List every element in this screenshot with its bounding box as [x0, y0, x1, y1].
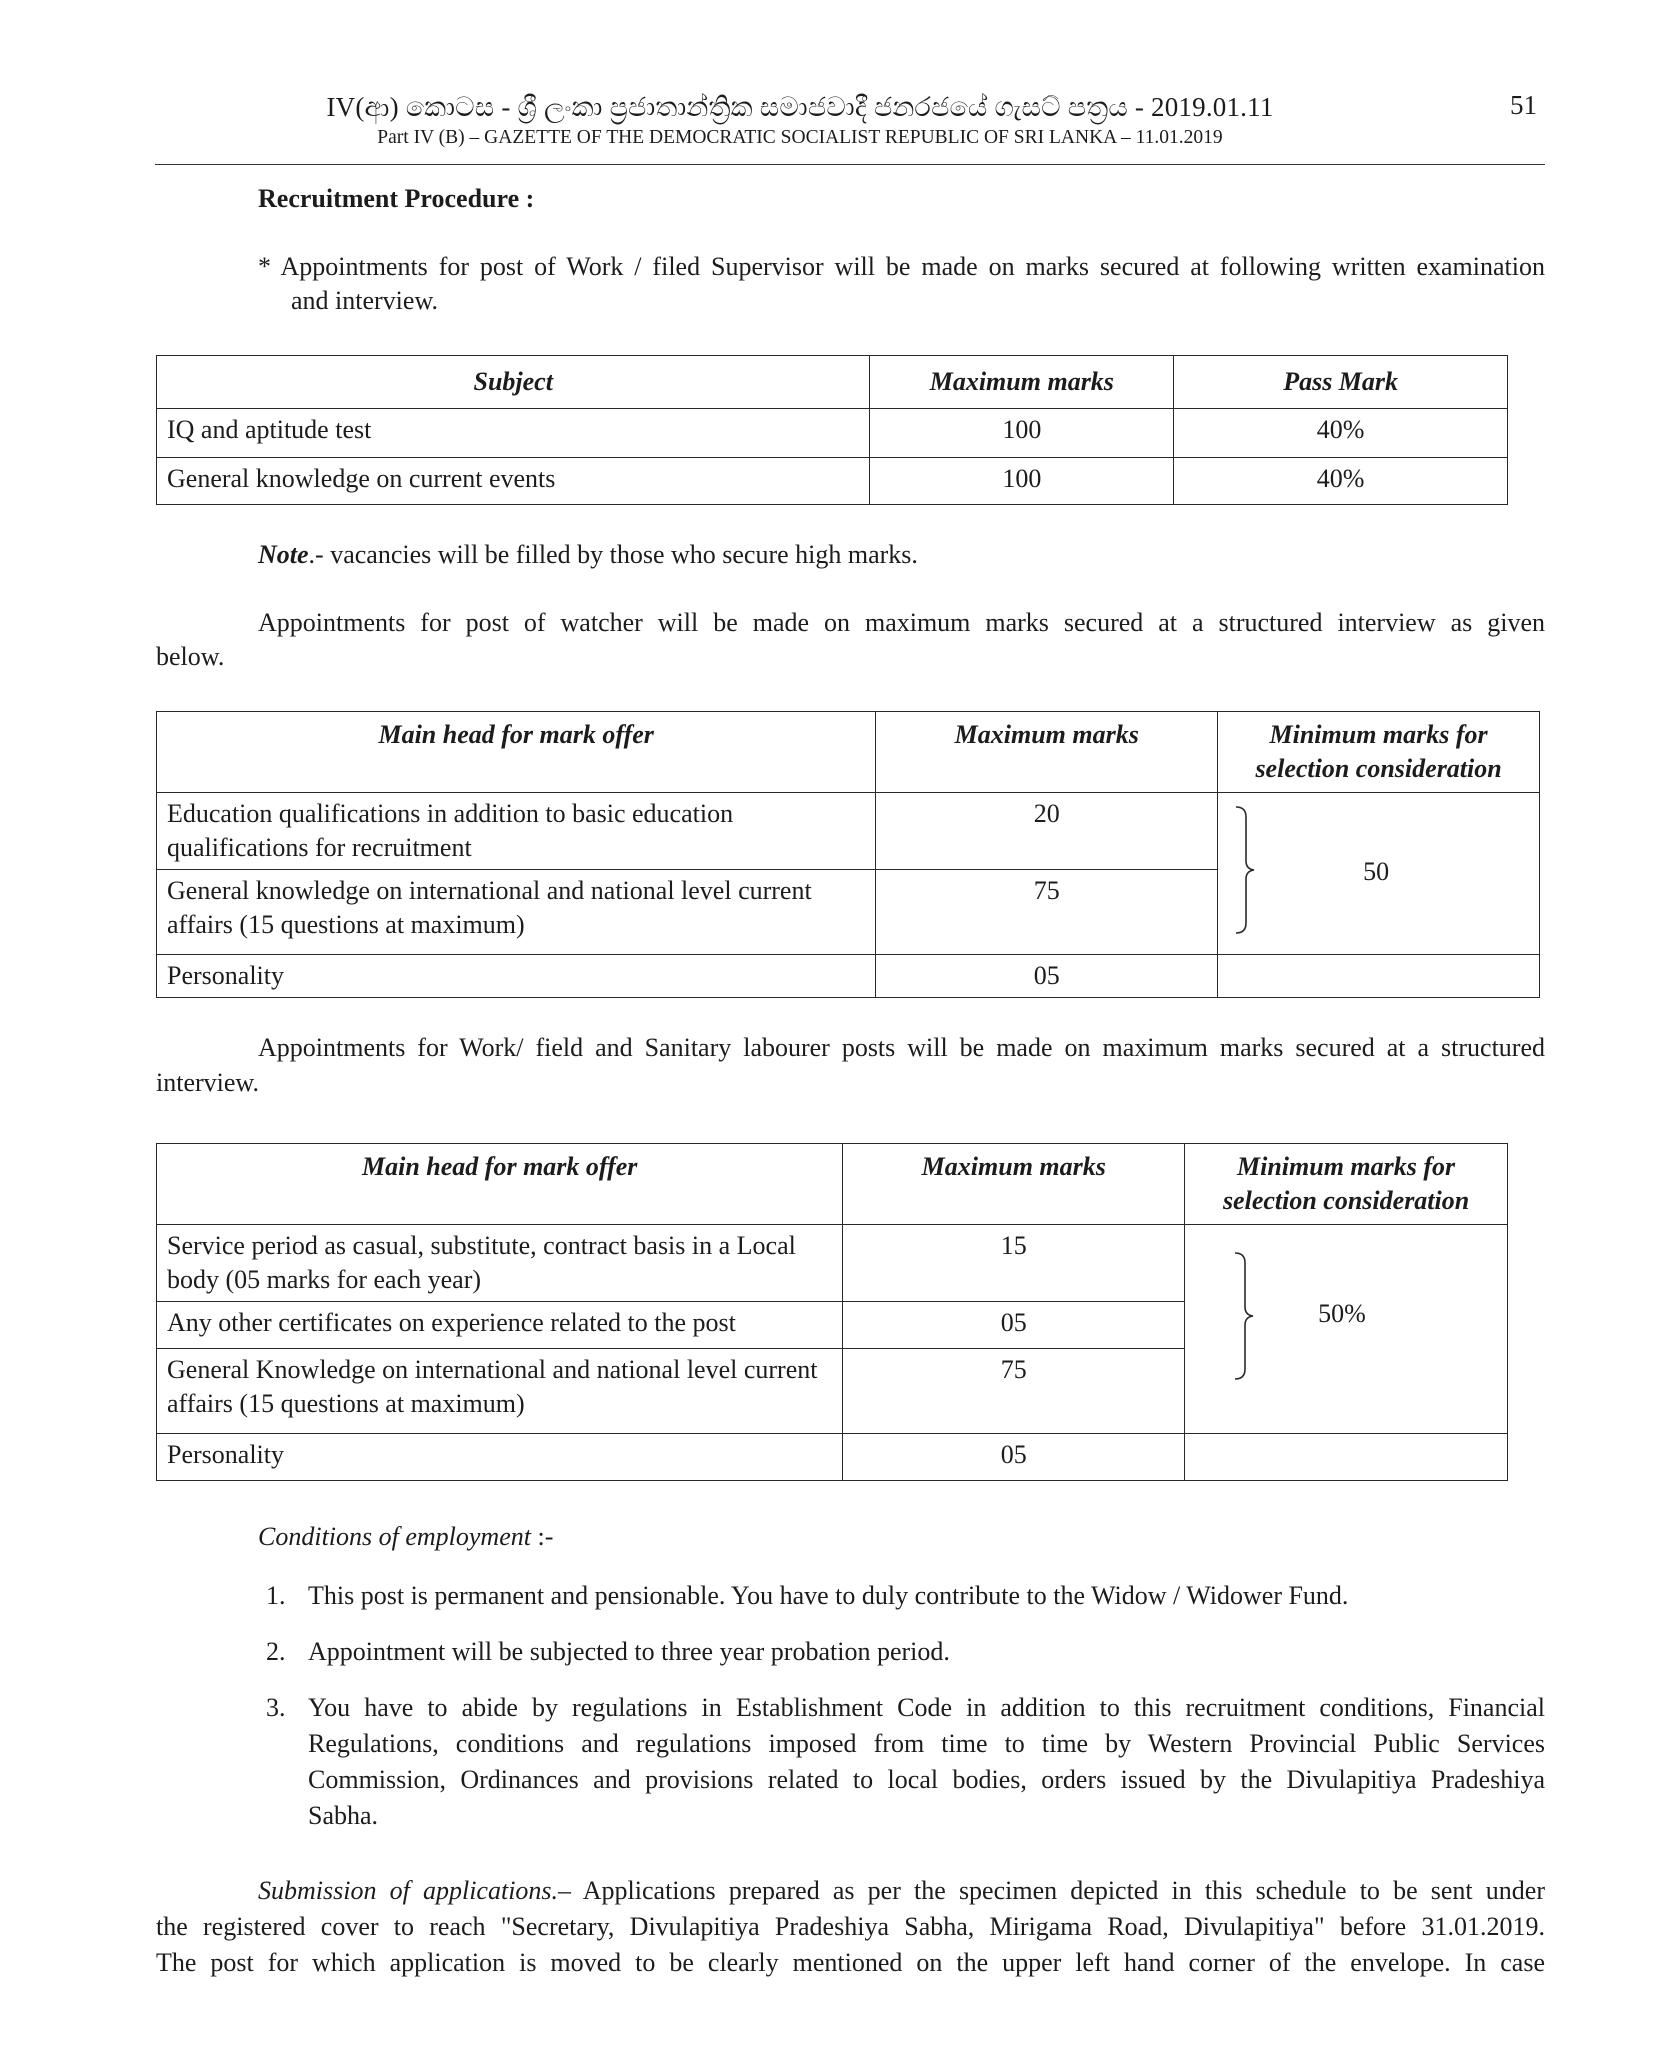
minimum-marks-cell — [1218, 793, 1540, 955]
submission-line1: Submission of applications.– Applications prepared as per the specimen depicted in this schedule to be sent under — [258, 1876, 1545, 1905]
written-exam-table — [156, 355, 1508, 505]
column-header: Subject — [157, 356, 870, 409]
column-header: Maximum marks — [843, 1144, 1185, 1225]
column-header: Main head for mark offer — [157, 712, 876, 793]
labourer-line1: Appointments for Work/ field and Sanitary labourer posts will be made on maximum marks secured at a structured — [258, 1033, 1545, 1062]
condition-text: You have to abide by regulations in Establishment Code in addition to this recruitment conditions, Financial — [308, 1693, 1545, 1722]
table-row — [157, 1434, 1508, 1481]
table-cell: General knowledge on international and national level current affairs (15 questions at maximum) — [157, 870, 876, 955]
note-text: .- vacancies will be filled by those who secure high marks. — [308, 540, 918, 569]
condition-number: 1. — [266, 1581, 286, 1610]
table-cell: 75 — [876, 870, 1218, 955]
table-cell: 40% — [1174, 409, 1508, 458]
table-header-row — [157, 356, 1508, 409]
minimum-marks-value: 50 — [1363, 857, 1390, 886]
watcher-line1: Appointments for post of watcher will be made on maximum marks secured at a structured interview as given — [258, 608, 1545, 637]
minimum-marks-value: 50% — [1318, 1299, 1366, 1328]
column-header: Minimum marks for selection consideration — [1218, 712, 1540, 793]
table-cell: 05 — [843, 1434, 1185, 1481]
table-cell: Education qualifications in addition to basic education qualifications for recruitment — [157, 793, 876, 870]
table-cell: General knowledge on current events — [157, 458, 870, 505]
table-cell: 05 — [843, 1302, 1185, 1349]
minimum-marks-cell — [1185, 1225, 1508, 1434]
table-cell: 40% — [1174, 458, 1508, 505]
table-cell: IQ and aptitude test — [157, 409, 870, 458]
condition-text: Appointment will be subjected to three year probation period. — [308, 1637, 950, 1666]
recruitment-intro-line2: and interview. — [291, 286, 439, 315]
table-cell: General Knowledge on international and national level current affairs (15 questions at maximum) — [157, 1349, 843, 1434]
column-header: Minimum marks for selection consideration — [1185, 1144, 1508, 1225]
table-row — [157, 955, 1540, 998]
labourer-line2: interview. — [156, 1068, 259, 1097]
column-header: Pass Mark — [1174, 356, 1508, 409]
header-sinhala-line: IV(ආ) කොටස - ශ්‍රී ලංකා ප්‍රජාතාන්ත්‍රික සමාජවාදී ජනරජයේ ගැසට් පත්‍රය - 2019.01.11 — [326, 92, 1274, 122]
table-cell: 05 — [876, 955, 1218, 998]
table-cell: Personality — [157, 1434, 843, 1481]
note-paragraph — [258, 538, 918, 572]
condition-number: 3. — [266, 1693, 286, 1722]
column-header: Maximum marks — [876, 712, 1218, 793]
column-header: Maximum marks — [870, 356, 1174, 409]
note-label: Note — [258, 540, 309, 569]
recruitment-intro-line1: * Appointments for post of Work / filed Supervisor will be made on marks secured at following written examination — [258, 252, 1545, 281]
table-header-row — [157, 1144, 1508, 1225]
condition-number: 2. — [266, 1637, 286, 1666]
table-row — [157, 1225, 1508, 1302]
table-row — [157, 409, 1508, 458]
condition-text: Sabha. — [308, 1801, 379, 1830]
table-cell: 75 — [843, 1349, 1185, 1434]
table-cell: Personality — [157, 955, 876, 998]
right-brace-icon — [1231, 1251, 1255, 1381]
right-brace-icon — [1232, 805, 1256, 935]
recruitment-heading: Recruitment Procedure : — [258, 184, 535, 213]
table-cell-empty — [1185, 1434, 1508, 1481]
watcher-interview-table — [156, 711, 1540, 998]
table-row — [157, 458, 1508, 505]
condition-text: Commission, Ordinances and provisions related to local bodies, orders issued by the Divulapitiya Pradeshiya — [308, 1765, 1545, 1794]
header-english-line: Part IV (B) – GAZETTE OF THE DEMOCRATIC SOCIALIST REPUBLIC OF SRI LANKA – 11.01.2019 — [377, 127, 1223, 148]
header-rule — [155, 164, 1545, 165]
table-cell: Service period as casual, substitute, contract basis in a Local body (05 marks for each year) — [157, 1225, 843, 1302]
table-cell: 100 — [870, 409, 1174, 458]
table-row — [157, 793, 1540, 870]
submission-line3: The post for which application is moved to be clearly mentioned on the upper left hand corner of the envelope. In case — [156, 1948, 1545, 1977]
labourer-interview-table — [156, 1143, 1508, 1481]
condition-text: Regulations, conditions and regulations imposed from time to time by Western Provincial Public Services — [308, 1729, 1545, 1758]
submission-line2: the registered cover to reach "Secretary, Divulapitiya Pradeshiya Sabha, Mirigama Road, Divulapitiya" before 31.01.2019. — [156, 1912, 1545, 1941]
table-cell: 15 — [843, 1225, 1185, 1302]
table-cell: 20 — [876, 793, 1218, 870]
condition-text: This post is permanent and pensionable. You have to duly contribute to the Widow / Widower Fund. — [308, 1581, 1349, 1610]
table-cell-empty — [1218, 955, 1540, 998]
conditions-heading: Conditions of employment :- — [258, 1522, 554, 1551]
column-header: Main head for mark offer — [157, 1144, 843, 1225]
page-number: 51 — [1510, 90, 1537, 120]
submission-label: Submission of applications. — [258, 1876, 559, 1905]
table-header-row — [157, 712, 1540, 793]
table-cell: 100 — [870, 458, 1174, 505]
table-cell: Any other certificates on experience related to the post — [157, 1302, 843, 1349]
watcher-line2: below. — [156, 642, 225, 671]
